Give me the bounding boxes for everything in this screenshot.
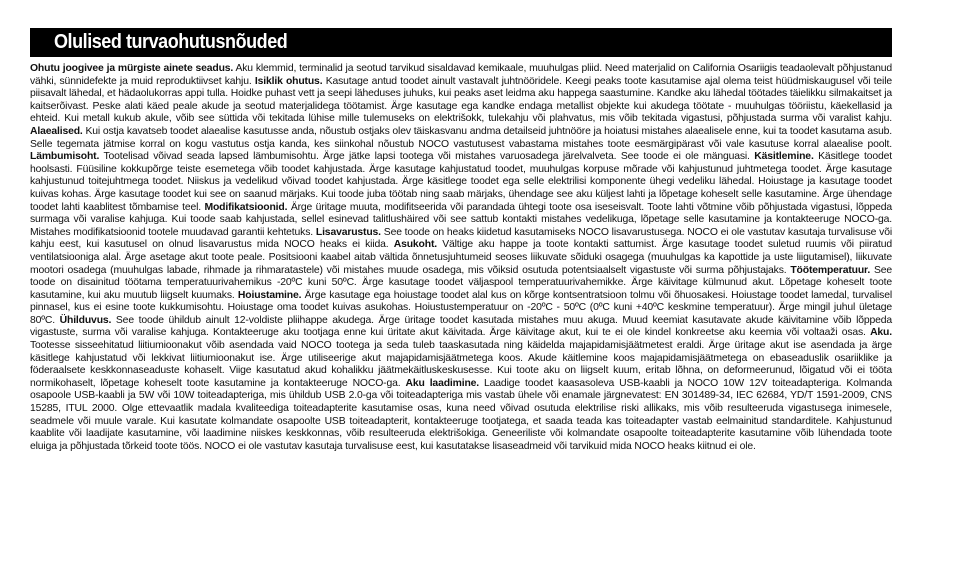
section-text-storage: Ärge kasutage ega hoiustage toodet alal kus on kõrge kontsentratsioon tolmu või õhuosakesi. Hoiustage toodet lamedal, turvalisel pinnasel, kus ei esine toote kukkumisohtu. Hoiustage oma toodet kuivas asukohas. Hoiustustemperatuur on -20ºC - 50ºC (0ºC kuni +40ºC keskmine temperatuur). Ärge mingil juhul ületage 80ºC.	[30, 289, 893, 326]
section-heading-operating-temperature: Töötemperatuur.	[790, 264, 871, 276]
section-heading-storage: Hoiustamine.	[237, 289, 302, 301]
section-text-operating-temperature: See toode on disainitud töötama temperatuurivahemikus -20ºC kuni 50ºC. Ärge kasutage toodet väljaspool temperatuurivahemikke. Ärge käivitage külmunud akut. Lõpetage koheselt toote kasutamine, kui aku muutub liigselt kuumaks.	[30, 264, 893, 301]
section-heading-minors: Alaealised.	[30, 125, 83, 137]
page-title: Olulised turvaohutusnõuded	[54, 31, 288, 53]
section-text-location: Vältige aku happe ja toote kontakti sattumist. Ärge kasutage toodet suletud ruumis või piiratud ventilatsiooniga alal. Ärge asetage akut toote peale. Positsiooni kaabel aitab vältida õnnetusjuhtumeid seoses liikuvate sõiduki osagega (muuhulgas ka kapottide ja uste liigutamisel), liikuvate mootori osadega (muuhulgas labade, rihmade ja rihmaratastele) või mistahes muude osadega, mis võiksid osutuda potentsiaalselt vigastuste või surma põhjustajaks.	[30, 239, 893, 276]
section-text-drinking-water: Aku klemmid, terminalid ja seotud tarvikud sisaldavad kemikaale, muuhulgas pliid. Need materjalid on California Osariigis teadaolevalt põhjustanud vähki, sünnidefekte ja muid reproduktiivset kahju.	[30, 63, 892, 87]
section-heading-battery-charging: Aku laadimine.	[405, 377, 480, 389]
section-heading-handling: Käsitlemine.	[754, 151, 814, 163]
section-text-accessories: See toode on heaks kiidetud kasutamiseks NOCO lisavarustusega. NOCO ei ole vastutav kasutaja turvalisuse või kahju eest, kui kasutusel on olnud lisavarustus mida NOCO heaks ei kiida.	[30, 226, 892, 251]
section-heading-location: Asukoht.	[393, 239, 437, 251]
section-text-compatibility: See toode ühildub ainult 12-voldiste pliihappe akudega. Ärge üritage toodet kasutada mistahes muu akuga. Muud keemiat kasutavate akude käivitamine võib lõppeda vigastuste, surma või varalise kahjuga. Kontakteeruge aku tootjaga enne kui üritate akut käivitada. Ärge käivitage akut, kui te ei ole kindel konkreetse aku keemia või voltaaži osas.	[30, 314, 892, 339]
section-text-modifications: Ärge üritage muuta, modifitseerida või parandada ühtegi toote osa iseseisvalt. Toote lahti võtmine võib põhjustada vigastusi, lõppeda surmaga või varalise kahjuga. Kui toode saab kahjustada, sellel esinevad talitlushäired või see sattub kontakti mistahes vedelikuga, lõpetage selle kasutamine ja kontakteeruge NOCO-ga. Mistahes modifikatsioonid tootele muudavad garantii kehtetuks.	[30, 201, 892, 238]
safety-body-text	[30, 63, 892, 453]
section-text-battery-charging: Laadige toodet kaasasoleva USB-kaabli ja NOCO 10W 12V toiteadapteriga. Kolmanda osapoole USB-kaabli ja 5W või 10W toiteadapteriga, mis ühildub USB 2.0-ga või toiteadapteriga mis vastab ühele või enamale järgnevatest: EN 301489-34, IEC 62684, YD/T 1591-2009, CNS 15285, ITUL 2000. Olge ettevaatlik madala kvaliteediga toiteadapterite kasutamise osas, kuna need võivad osutuda elektrilise riski allikaks, mis võib resulteeruda vigastusega inimesele, seadmele või muule varale. Kui kasutate kolmandate osapoolte USB toiteadapterit, kontakteeruge tootjatega, et saada teada kas toiteadapter vastab eelmainitud standarditele. Kahjustunud kaablite või laadijate kasutamine, või laadimine niiskes keskkonnas, võib resulteeruda elektrišokiga. Geneeriliste või kolmandate osapoolte toiteadapterite kasutamine võib lühendada toote eluiga ja põhjustada tõrkeid toote töös. NOCO ei ole vastutav kasutaja turvalisuse eest, kui kasutatakse lisaseadmeid või tarvikuid mida NOCO heaks kiitnud ei ole.	[30, 377, 892, 452]
title-bar	[30, 28, 892, 57]
section-heading-personal-safety: Isiklik ohutus.	[254, 75, 323, 87]
section-text-choking-hazard: Tootelisad võivad seada lapsed lämbumisohtu. Ärge jätke lapsi tootega või mistahes varuosadega järelvalveta. See toode ei ole mänguasi.	[99, 151, 755, 163]
section-heading-accessories: Lisavarustus.	[315, 226, 381, 238]
section-text-personal-safety: Kasutage antud toodet ainult vastavalt juhtnööridele. Keegi peaks toote kasutamise ajal olema teist hüüdmiskaugusel või teile piisavalt lähedal, et hädaolukorras appi tulla. Hoidke puhast vett ja seepi läheduses juhuks, kui peaks aset leidma aku happega saastumine. Kandke aku lähedal töötades täielikku silmakaitset ja kaitserõivast. Peske alati käed peale akude ja seotud materjalidega töötamist. Ärge kasutage ega kandke endaga metallist objekte kui akudega töötate - muuhulgas tööriistu, käekellasid ja ehteid. Kui metall kukub akule, võib see süttida või tekitada lühise mille tulemuseks on elektrišokk, tulekahju või plahvatus, mis võib tekitada vigastusi, põhjustada surma või varalist kahju.	[30, 75, 892, 125]
safety-page	[30, 28, 892, 453]
section-heading-compatibility: Ühilduvus.	[59, 314, 112, 326]
section-text-minors: Kui ostja kavatseb toodet alaealise kasutusse anda, nõustub ostjaks olev täiskasvanu andma detailseid juhtnööre ja hoiatusi mistahes alaealisele enne, kui ta toodet kasutama asub. Selle tegemata jätmise korral on kogu vastutus ostja kanda, kes siinkohal nõustub NOCO vastutusest vabastama mistahes toote eesmärgipärast või vale kasutuse korral alaealise poolt.	[30, 125, 892, 150]
section-heading-choking-hazard: Lämbumisoht.	[30, 151, 100, 163]
section-heading-modifications: Modifikatsioonid.	[204, 201, 288, 213]
section-text-handling: Käsitlege toodet hoolsasti. Füüsiline kokkupõrge teiste esemetega võib toodet kahjustada. Ärge kasutage kahjustatud toodet, muuhulgas korpuse mõrade või kahjustunud juhtmetega toodet. Ärge kasutage kahjustunud toitejuhtmega toodet. Niiskus ja vedelikud võivad toodet kahjustada. Ärge käsitlege toodet ega selle elektrilisi komponente ühegi vedeliku lähedal. Hoiustage ja kasutage toodet kuivas kohas. Ärge kasutage toodet kui see on saanud märjaks. Kui toode juba töötab ning saab märjaks, ühendage see aku küljest lahti ja lõpetage koheselt selle kasutamine. Ärge ühendage toodet lahti kaablitest tõmbamise teel.	[30, 151, 893, 213]
section-heading-drinking-water: Ohutu joogivee ja mürgiste ainete seadus.	[30, 63, 234, 74]
section-heading-battery: Aku.	[870, 327, 892, 339]
section-text-battery: Tootesse sisseehitatud liitiumioonakut võib asendada vaid NOCO tootega ja seda tuleb taaskasutada ning käidelda majapidamisjäätmetest eraldi. Ärge üritage akut ise asendada ja ärge käsitlege kahjustatud või lekkivat liitiumioonakut ise. Ärge utiliseerige akut majapidamisjäätmetega koos. Akude käitlemine koos majapidamisjäätmetega on ebaseaduslik osariiklike ja föderaalsete keskkonnaseaduste kohaselt. Viige kasutatud akud kohalikku jäätmekäitluskeskusesse. Kui toote aku on liigselt kuum, eritab lõhna, on deformeerunud, lõigatud või ei tööta normikohaselt, lõpetage koheselt toote kasutamine ja kontakteeruge NOCO-ga.	[30, 340, 892, 389]
